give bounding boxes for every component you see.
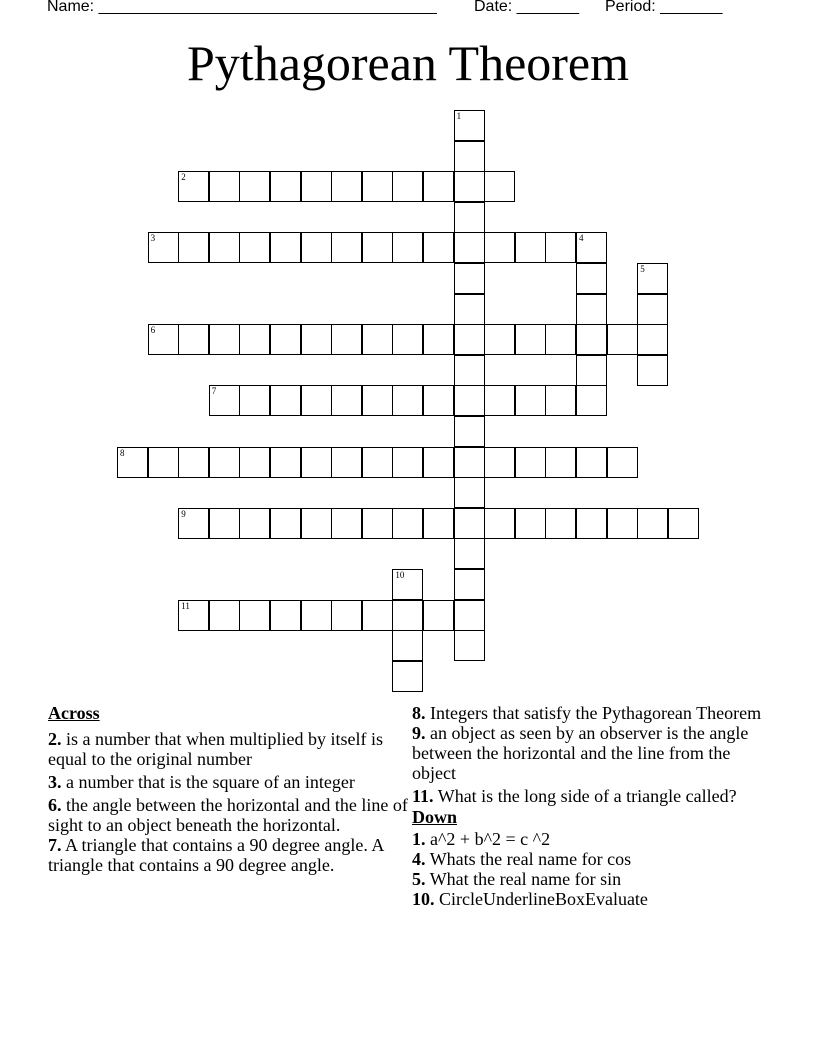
crossword-cell[interactable]: [331, 600, 362, 631]
crossword-cell[interactable]: [392, 569, 423, 600]
name-field[interactable]: Name: ______________________________________: [47, 0, 437, 15]
crossword-cell[interactable]: [637, 263, 668, 294]
crossword-cell[interactable]: [239, 447, 270, 478]
crossword-cell[interactable]: [454, 508, 485, 539]
clue-number-label: 10: [395, 570, 405, 580]
crossword-cell[interactable]: [239, 324, 270, 355]
clue-across-2: 2. is a number that when multiplied by itself is equal to the original number: [48, 729, 383, 769]
crossword-cell[interactable]: [545, 324, 576, 355]
crossword-cell[interactable]: [576, 263, 607, 294]
crossword-cell[interactable]: [301, 600, 332, 631]
crossword-cell[interactable]: [301, 171, 332, 202]
crossword-cell[interactable]: [117, 447, 148, 478]
clue-number-label: 2: [181, 172, 186, 183]
clue-across-3: 3. a number that is the square of an integer: [48, 772, 355, 792]
crossword-cell[interactable]: [515, 385, 546, 416]
clue-across-8: 8. Integers that satisfy the Pythagorean Theorem: [412, 703, 762, 723]
crossword-cell[interactable]: [454, 569, 485, 600]
crossword-cell[interactable]: [454, 447, 485, 478]
crossword-cell[interactable]: [637, 324, 668, 355]
crossword-cell[interactable]: [270, 171, 301, 202]
crossword-cell[interactable]: [668, 508, 699, 539]
crossword-cell[interactable]: [515, 447, 546, 478]
crossword-cell[interactable]: [301, 324, 332, 355]
crossword-cell[interactable]: [209, 600, 240, 631]
crossword-cell[interactable]: [362, 447, 393, 478]
crossword-cell[interactable]: [362, 385, 393, 416]
clue-number-label: 3: [150, 233, 156, 244]
clues-left-column: [48, 703, 408, 875]
crossword-cell[interactable]: [270, 508, 301, 539]
crossword-cell[interactable]: [331, 171, 362, 202]
crossword-cell[interactable]: [454, 538, 485, 569]
crossword-cell[interactable]: [362, 232, 393, 263]
crossword-cell[interactable]: [423, 232, 454, 263]
crossword-cell[interactable]: [148, 232, 179, 263]
crossword-cell[interactable]: [454, 600, 485, 631]
clue-across-6: 6. the angle between the horizontal and the line of sight to an object beneath the horizontal.: [48, 795, 408, 835]
crossword-cell[interactable]: [239, 600, 270, 631]
period-field[interactable]: Period: _______: [605, 0, 723, 15]
crossword-cell[interactable]: [148, 447, 179, 478]
crossword-cell[interactable]: [392, 661, 423, 692]
crossword-cell[interactable]: [392, 630, 423, 661]
crossword-cell[interactable]: [637, 294, 668, 325]
crossword-cell[interactable]: [454, 416, 485, 447]
crossword-cell[interactable]: [270, 232, 301, 263]
crossword-cell[interactable]: [576, 294, 607, 325]
crossword-cell[interactable]: [392, 385, 423, 416]
clue-number-label: 9: [181, 508, 186, 519]
clue-across-9: 9. an object as seen by an observer is the angle between the horizontal and the line from the object: [412, 723, 749, 783]
down-heading: Down: [412, 807, 458, 827]
crossword-cell[interactable]: [637, 355, 668, 386]
crossword-cell[interactable]: [301, 385, 332, 416]
crossword-cell[interactable]: [607, 447, 638, 478]
crossword-cell[interactable]: [576, 324, 607, 355]
crossword-cell[interactable]: [239, 508, 270, 539]
crossword-cell[interactable]: [239, 232, 270, 263]
clue-number-label: 8: [120, 447, 125, 458]
crossword-cell[interactable]: [392, 600, 423, 631]
crossword-cell[interactable]: [270, 385, 301, 416]
crossword-cell[interactable]: [454, 141, 485, 172]
date-field[interactable]: Date: _______: [474, 0, 579, 15]
crossword-cell[interactable]: [331, 324, 362, 355]
crossword-cell[interactable]: [178, 447, 209, 478]
crossword-cell[interactable]: [239, 385, 270, 416]
crossword-cell[interactable]: [423, 600, 454, 631]
crossword-cell[interactable]: [423, 508, 454, 539]
page-title: Pythagorean Theorem: [187, 35, 629, 91]
clue-down-5: 5. What the real name for sin: [412, 869, 622, 889]
crossword-cell[interactable]: [454, 263, 485, 294]
crossword-cell[interactable]: [178, 171, 209, 202]
crossword-cell[interactable]: [484, 508, 515, 539]
clue-number-label: 6: [150, 325, 156, 336]
crossword-cell[interactable]: [576, 508, 607, 539]
crossword-cell[interactable]: [454, 232, 485, 263]
crossword-cell[interactable]: [545, 447, 576, 478]
clue-number-label: 11: [181, 600, 190, 611]
crossword-cell[interactable]: [454, 202, 485, 233]
crossword-cell[interactable]: [576, 232, 607, 263]
crossword-cell[interactable]: [545, 508, 576, 539]
crossword-cell[interactable]: [484, 447, 515, 478]
crossword-cell[interactable]: [454, 294, 485, 325]
crossword-cell[interactable]: [331, 447, 362, 478]
crossword-cell[interactable]: [331, 385, 362, 416]
crossword-cell[interactable]: [454, 355, 485, 386]
crossword-cell[interactable]: [423, 447, 454, 478]
crossword-cell[interactable]: [484, 232, 515, 263]
clue-down-10: 10. CircleUnderlineBoxEvaluate: [412, 889, 648, 909]
clues-right-column: [412, 703, 762, 909]
crossword-cell[interactable]: [301, 447, 332, 478]
crossword-cell[interactable]: [392, 232, 423, 263]
crossword-cell[interactable]: [270, 600, 301, 631]
crossword-cell[interactable]: [607, 508, 638, 539]
clue-across-7: 7. A triangle that contains a 90 degree angle. A triangle that contains a 90 degree angle.: [48, 835, 384, 875]
crossword-cell[interactable]: [607, 324, 638, 355]
crossword-cell[interactable]: [454, 171, 485, 202]
crossword-cell[interactable]: [178, 324, 209, 355]
clue-down-1: 1. a^2 + b^2 = c ^2: [412, 829, 551, 849]
crossword-cell[interactable]: [392, 447, 423, 478]
crossword-cell[interactable]: [148, 324, 179, 355]
crossword-cell[interactable]: [454, 477, 485, 508]
crossword-cell[interactable]: [576, 385, 607, 416]
clue-down-4: 4. Whats the real name for cos: [412, 849, 632, 869]
crossword-cell[interactable]: [362, 600, 393, 631]
clue-number-label: 7: [211, 386, 217, 397]
crossword-cell[interactable]: [392, 171, 423, 202]
crossword-cell[interactable]: [209, 508, 240, 539]
crossword-cell[interactable]: [484, 171, 515, 202]
crossword-cell[interactable]: [270, 324, 301, 355]
crossword-cell[interactable]: [362, 324, 393, 355]
crossword-cell[interactable]: [331, 508, 362, 539]
crossword-cell[interactable]: [270, 447, 301, 478]
crossword-cell[interactable]: [484, 385, 515, 416]
crossword-cell[interactable]: [454, 110, 485, 141]
clue-number-label: 5: [640, 264, 645, 274]
across-heading: Across: [48, 703, 100, 723]
crossword-cell[interactable]: [362, 171, 393, 202]
crossword-cell[interactable]: [239, 171, 270, 202]
crossword-cell[interactable]: [484, 324, 515, 355]
crossword-cell[interactable]: [209, 324, 240, 355]
clue-number-label: 1: [456, 111, 462, 121]
crossword-cell[interactable]: [209, 385, 240, 416]
crossword-cell[interactable]: [392, 324, 423, 355]
crossword-cell[interactable]: [637, 508, 668, 539]
crossword-cell[interactable]: [209, 171, 240, 202]
crossword-cell[interactable]: [331, 232, 362, 263]
crossword-cell[interactable]: [454, 324, 485, 355]
crossword-cell[interactable]: [515, 324, 546, 355]
crossword-cell[interactable]: [423, 324, 454, 355]
crossword-cell[interactable]: [576, 447, 607, 478]
crossword-cell[interactable]: [515, 508, 546, 539]
crossword-cell[interactable]: [209, 232, 240, 263]
crossword-cell[interactable]: [178, 232, 209, 263]
clue-across-11: 11. What is the long side of a triangle called?: [412, 786, 737, 806]
crossword-cell[interactable]: [301, 508, 332, 539]
crossword-cell[interactable]: [178, 600, 209, 631]
crossword-cell[interactable]: [454, 630, 485, 661]
crossword-cell[interactable]: [423, 385, 454, 416]
crossword-cell[interactable]: [209, 447, 240, 478]
crossword-cell[interactable]: [576, 355, 607, 386]
crossword-cell[interactable]: [301, 232, 332, 263]
clue-number-label: 4: [579, 233, 584, 244]
crossword-cell[interactable]: [545, 232, 576, 263]
crossword-cell[interactable]: [454, 385, 485, 416]
crossword-cell[interactable]: [178, 508, 209, 539]
crossword-cell[interactable]: [515, 232, 546, 263]
crossword-cell[interactable]: [545, 385, 576, 416]
crossword-cell[interactable]: [423, 171, 454, 202]
crossword-cell[interactable]: [362, 508, 393, 539]
crossword-cell[interactable]: [392, 508, 423, 539]
